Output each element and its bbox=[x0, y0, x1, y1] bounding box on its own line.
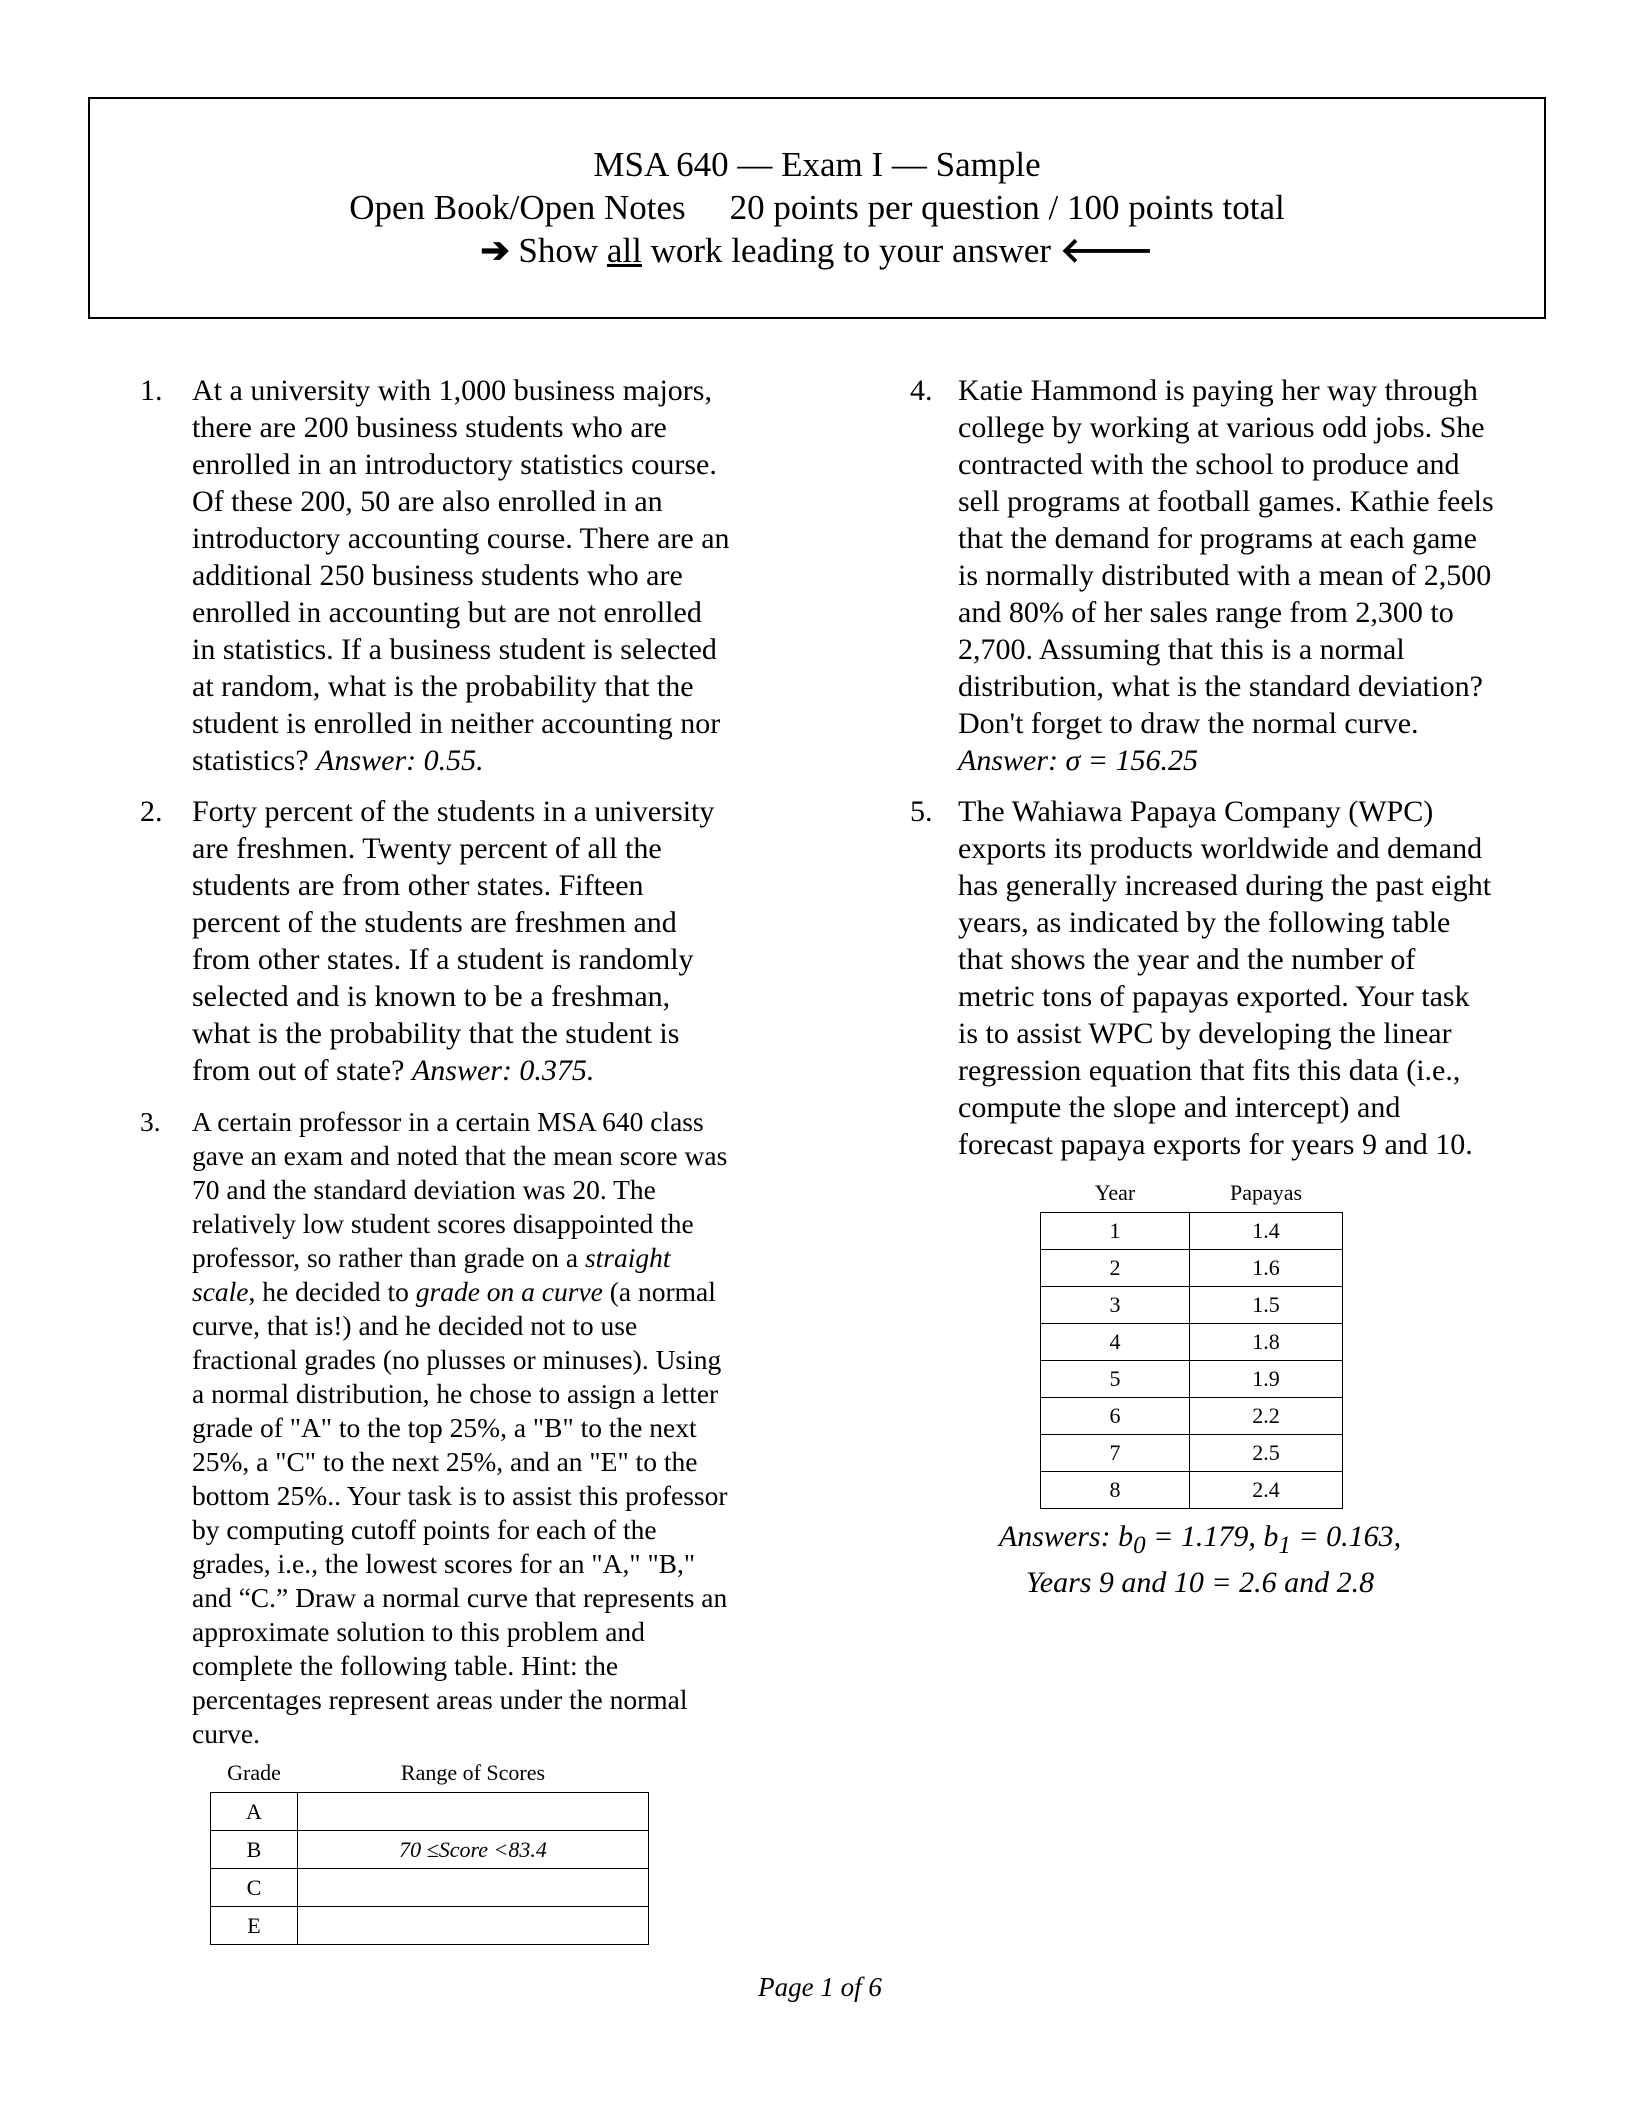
question-text: years, as indicated by the following table bbox=[958, 906, 1451, 939]
question-number: 4. bbox=[910, 374, 933, 407]
question-text: college by working at various odd jobs. She bbox=[958, 411, 1485, 444]
papayas-cell: 1.9 bbox=[1190, 1361, 1343, 1398]
question-answer: Answer: σ = 156.25 bbox=[958, 744, 1199, 777]
table-row bbox=[211, 1907, 649, 1945]
question-text: fractional grades (no plusses or minuses). Using bbox=[192, 1344, 722, 1375]
question-text: has generally increased during the past eight bbox=[958, 869, 1492, 902]
papayas-cell: 1.6 bbox=[1190, 1250, 1343, 1287]
question-text: additional 250 business students who are bbox=[192, 559, 683, 592]
table-row bbox=[1041, 1398, 1343, 1435]
instruction-post: work leading to your answer bbox=[641, 231, 1052, 270]
exam-instruction bbox=[90, 229, 1544, 272]
question-number: 3. bbox=[140, 1106, 161, 1137]
year-cell: 2 bbox=[1041, 1250, 1190, 1287]
question-text: percent of the students are freshmen and bbox=[192, 906, 677, 939]
range-cell[interactable] bbox=[298, 1869, 649, 1907]
year-cell: 8 bbox=[1041, 1472, 1190, 1509]
question-text: relatively low student scores disappointed the bbox=[192, 1208, 694, 1239]
question-4 bbox=[910, 372, 1550, 779]
question-text: sell programs at football games. Kathie feels bbox=[958, 485, 1494, 518]
range-header: Range of Scores bbox=[400, 1760, 546, 1785]
answers-label: Answers: bbox=[998, 1520, 1119, 1553]
question-text: compute the slope and intercept) and bbox=[958, 1091, 1401, 1124]
question-number: 5. bbox=[910, 795, 933, 828]
b1-value: = 0.163, bbox=[1290, 1520, 1402, 1553]
question-text: forecast papaya exports for years 9 and 10. bbox=[958, 1128, 1473, 1161]
papayas-cell: 2.4 bbox=[1190, 1472, 1343, 1509]
question-text: Don't forget to draw the normal curve. bbox=[958, 707, 1419, 740]
year-cell: 3 bbox=[1041, 1287, 1190, 1324]
question-text: gave an exam and noted that the mean score was bbox=[192, 1140, 728, 1171]
exam-title: MSA 640 — Exam I — Sample bbox=[593, 145, 1041, 184]
question-text: are freshmen. Twenty percent of all the bbox=[192, 832, 662, 865]
forecast-answer: Years 9 and 10 = 2.6 and 2.8 bbox=[1025, 1566, 1375, 1599]
table-row bbox=[1041, 1250, 1343, 1287]
left-column bbox=[140, 372, 780, 1751]
grade-header: Grade bbox=[227, 1760, 281, 1785]
question-text: 25%, a "C" to the next 25%, and an "E" to the bbox=[192, 1446, 698, 1477]
right-column bbox=[910, 372, 1550, 1163]
papaya-table bbox=[1040, 1180, 1343, 1509]
question-text: selected and is known to be a freshman, bbox=[192, 980, 671, 1013]
instruction-underlined: all bbox=[606, 231, 642, 270]
year-cell: 5 bbox=[1041, 1361, 1190, 1398]
question-text: contracted with the school to produce and bbox=[958, 448, 1460, 481]
grade-table bbox=[210, 1760, 649, 1945]
grade-cell: A bbox=[211, 1793, 298, 1831]
question-text: student is enrolled in neither accounting nor bbox=[192, 707, 721, 740]
arrow-right-icon: ➔ bbox=[480, 231, 510, 270]
range-cell[interactable] bbox=[298, 1907, 649, 1945]
q5-answers bbox=[960, 1518, 1440, 1601]
question-answer: Answer: 0.55. bbox=[316, 744, 484, 777]
b0-subscript: 0 bbox=[1133, 1532, 1146, 1559]
emphasis-text: straight bbox=[584, 1242, 671, 1273]
year-cell: 1 bbox=[1041, 1213, 1190, 1250]
grade-cell: E bbox=[211, 1907, 298, 1945]
question-text: Katie Hammond is paying her way through bbox=[958, 374, 1478, 407]
question-text: Forty percent of the students in a university bbox=[192, 795, 715, 828]
range-cell[interactable]: 70 ≤Score <83.4 bbox=[298, 1831, 649, 1869]
question-text: A certain professor in a certain MSA 640 class bbox=[192, 1106, 704, 1137]
question-text: 70 and the standard deviation was 20. The bbox=[192, 1174, 656, 1205]
question-text: that shows the year and the number of bbox=[958, 943, 1416, 976]
question-text: metric tons of papayas exported. Your task bbox=[958, 980, 1470, 1013]
question-number: 2. bbox=[140, 795, 163, 828]
page-number: Page 1 of 6 bbox=[758, 1972, 882, 2002]
subtitle-points: 20 points per question / 100 points total bbox=[729, 188, 1285, 227]
b0-symbol: b bbox=[1118, 1520, 1134, 1553]
table-row bbox=[1041, 1213, 1343, 1250]
question-text: , he decided to bbox=[248, 1276, 416, 1307]
question-text: at random, what is the probability that the bbox=[192, 670, 694, 703]
question-number: 1. bbox=[140, 374, 163, 407]
year-header: Year bbox=[1094, 1180, 1136, 1205]
emphasis-text: grade on a curve bbox=[415, 1276, 603, 1307]
grade-cell: C bbox=[211, 1869, 298, 1907]
question-text: exports its products worldwide and demand bbox=[958, 832, 1483, 865]
papayas-header: Papayas bbox=[1229, 1180, 1303, 1205]
emphasis-text: scale bbox=[192, 1276, 249, 1307]
question-2 bbox=[140, 793, 780, 1089]
question-text: percentages represent areas under the normal bbox=[192, 1684, 688, 1715]
question-text: approximate solution to this problem and bbox=[192, 1616, 645, 1647]
question-text: regression equation that fits this data (i.e., bbox=[958, 1054, 1461, 1087]
question-text: and 80% of her sales range from 2,300 to bbox=[958, 596, 1454, 629]
table-row bbox=[1041, 1472, 1343, 1509]
question-text: a normal distribution, he chose to assign a letter bbox=[192, 1378, 719, 1409]
question-text: students are from other states. Fifteen bbox=[192, 869, 644, 902]
question-text: enrolled in accounting but are not enrolled bbox=[192, 596, 702, 629]
year-cell: 4 bbox=[1041, 1324, 1190, 1361]
papayas-cell: 1.4 bbox=[1190, 1213, 1343, 1250]
question-text: is normally distributed with a mean of 2,500 bbox=[958, 559, 1492, 592]
exam-header bbox=[88, 97, 1546, 319]
question-text: enrolled in an introductory statistics course. bbox=[192, 448, 717, 481]
question-text: by computing cutoff points for each of the bbox=[192, 1514, 657, 1545]
b0-value: = 1.179, bbox=[1145, 1520, 1264, 1553]
exam-subtitle bbox=[90, 186, 1544, 229]
question-text: curve. bbox=[192, 1718, 260, 1749]
table-row bbox=[1041, 1361, 1343, 1398]
question-text: The Wahiawa Papaya Company (WPC) bbox=[958, 795, 1434, 828]
question-text: At a university with 1,000 business majors, bbox=[192, 374, 712, 407]
question-text: distribution, what is the standard deviation? bbox=[958, 670, 1483, 703]
question-text: that the demand for programs at each game bbox=[958, 522, 1477, 555]
papayas-cell: 1.5 bbox=[1190, 1287, 1343, 1324]
papayas-cell: 2.2 bbox=[1190, 1398, 1343, 1435]
table-row bbox=[1041, 1287, 1343, 1324]
subtitle-open-book: Open Book/Open Notes bbox=[349, 188, 686, 227]
table-row bbox=[211, 1869, 649, 1907]
table-row bbox=[211, 1831, 649, 1869]
question-answer: Answer: 0.375. bbox=[411, 1054, 595, 1087]
papayas-cell: 2.5 bbox=[1190, 1435, 1343, 1472]
grade-cell: B bbox=[211, 1831, 298, 1869]
question-text: curve, that is!) and he decided not to use bbox=[192, 1310, 638, 1341]
b1-symbol: b bbox=[1263, 1520, 1279, 1553]
question-3 bbox=[140, 1105, 780, 1751]
question-1 bbox=[140, 372, 780, 779]
question-text: and “C.” Draw a normal curve that represents an bbox=[192, 1582, 728, 1613]
question-text: grades, i.e., the lowest scores for an "A," "B," bbox=[192, 1548, 696, 1579]
year-cell: 6 bbox=[1041, 1398, 1190, 1435]
question-text: what is the probability that the student is bbox=[192, 1017, 680, 1050]
question-text: bottom 25%.. Your task is to assist this professor bbox=[192, 1480, 728, 1511]
table-row bbox=[1041, 1324, 1343, 1361]
arrow-left-icon: 🡐 bbox=[1059, 231, 1154, 270]
question-text: statistics? bbox=[192, 744, 309, 777]
question-text: is to assist WPC by developing the linear bbox=[958, 1017, 1452, 1050]
question-text: from out of state? bbox=[192, 1054, 405, 1087]
instruction-pre: Show bbox=[518, 231, 607, 270]
question-text: Of these 200, 50 are also enrolled in an bbox=[192, 485, 663, 518]
table-row bbox=[211, 1793, 649, 1831]
question-text: 2,700. Assuming that this is a normal bbox=[958, 633, 1405, 666]
question-text: complete the following table. Hint: the bbox=[192, 1650, 619, 1681]
question-text: professor, so rather than grade on a bbox=[192, 1242, 585, 1273]
question-text: introductory accounting course. There are an bbox=[192, 522, 730, 555]
question-text: there are 200 business students who are bbox=[192, 411, 667, 444]
question-text: grade of "A" to the top 25%, a "B" to the next bbox=[192, 1412, 697, 1443]
question-text: (a normal bbox=[602, 1276, 716, 1307]
b1-subscript: 1 bbox=[1278, 1532, 1291, 1559]
range-cell[interactable] bbox=[298, 1793, 649, 1831]
question-text: in statistics. If a business student is selected bbox=[192, 633, 717, 666]
year-cell: 7 bbox=[1041, 1435, 1190, 1472]
papayas-cell: 1.8 bbox=[1190, 1324, 1343, 1361]
table-row bbox=[1041, 1435, 1343, 1472]
question-5 bbox=[910, 793, 1550, 1163]
question-text: from other states. If a student is randomly bbox=[192, 943, 694, 976]
